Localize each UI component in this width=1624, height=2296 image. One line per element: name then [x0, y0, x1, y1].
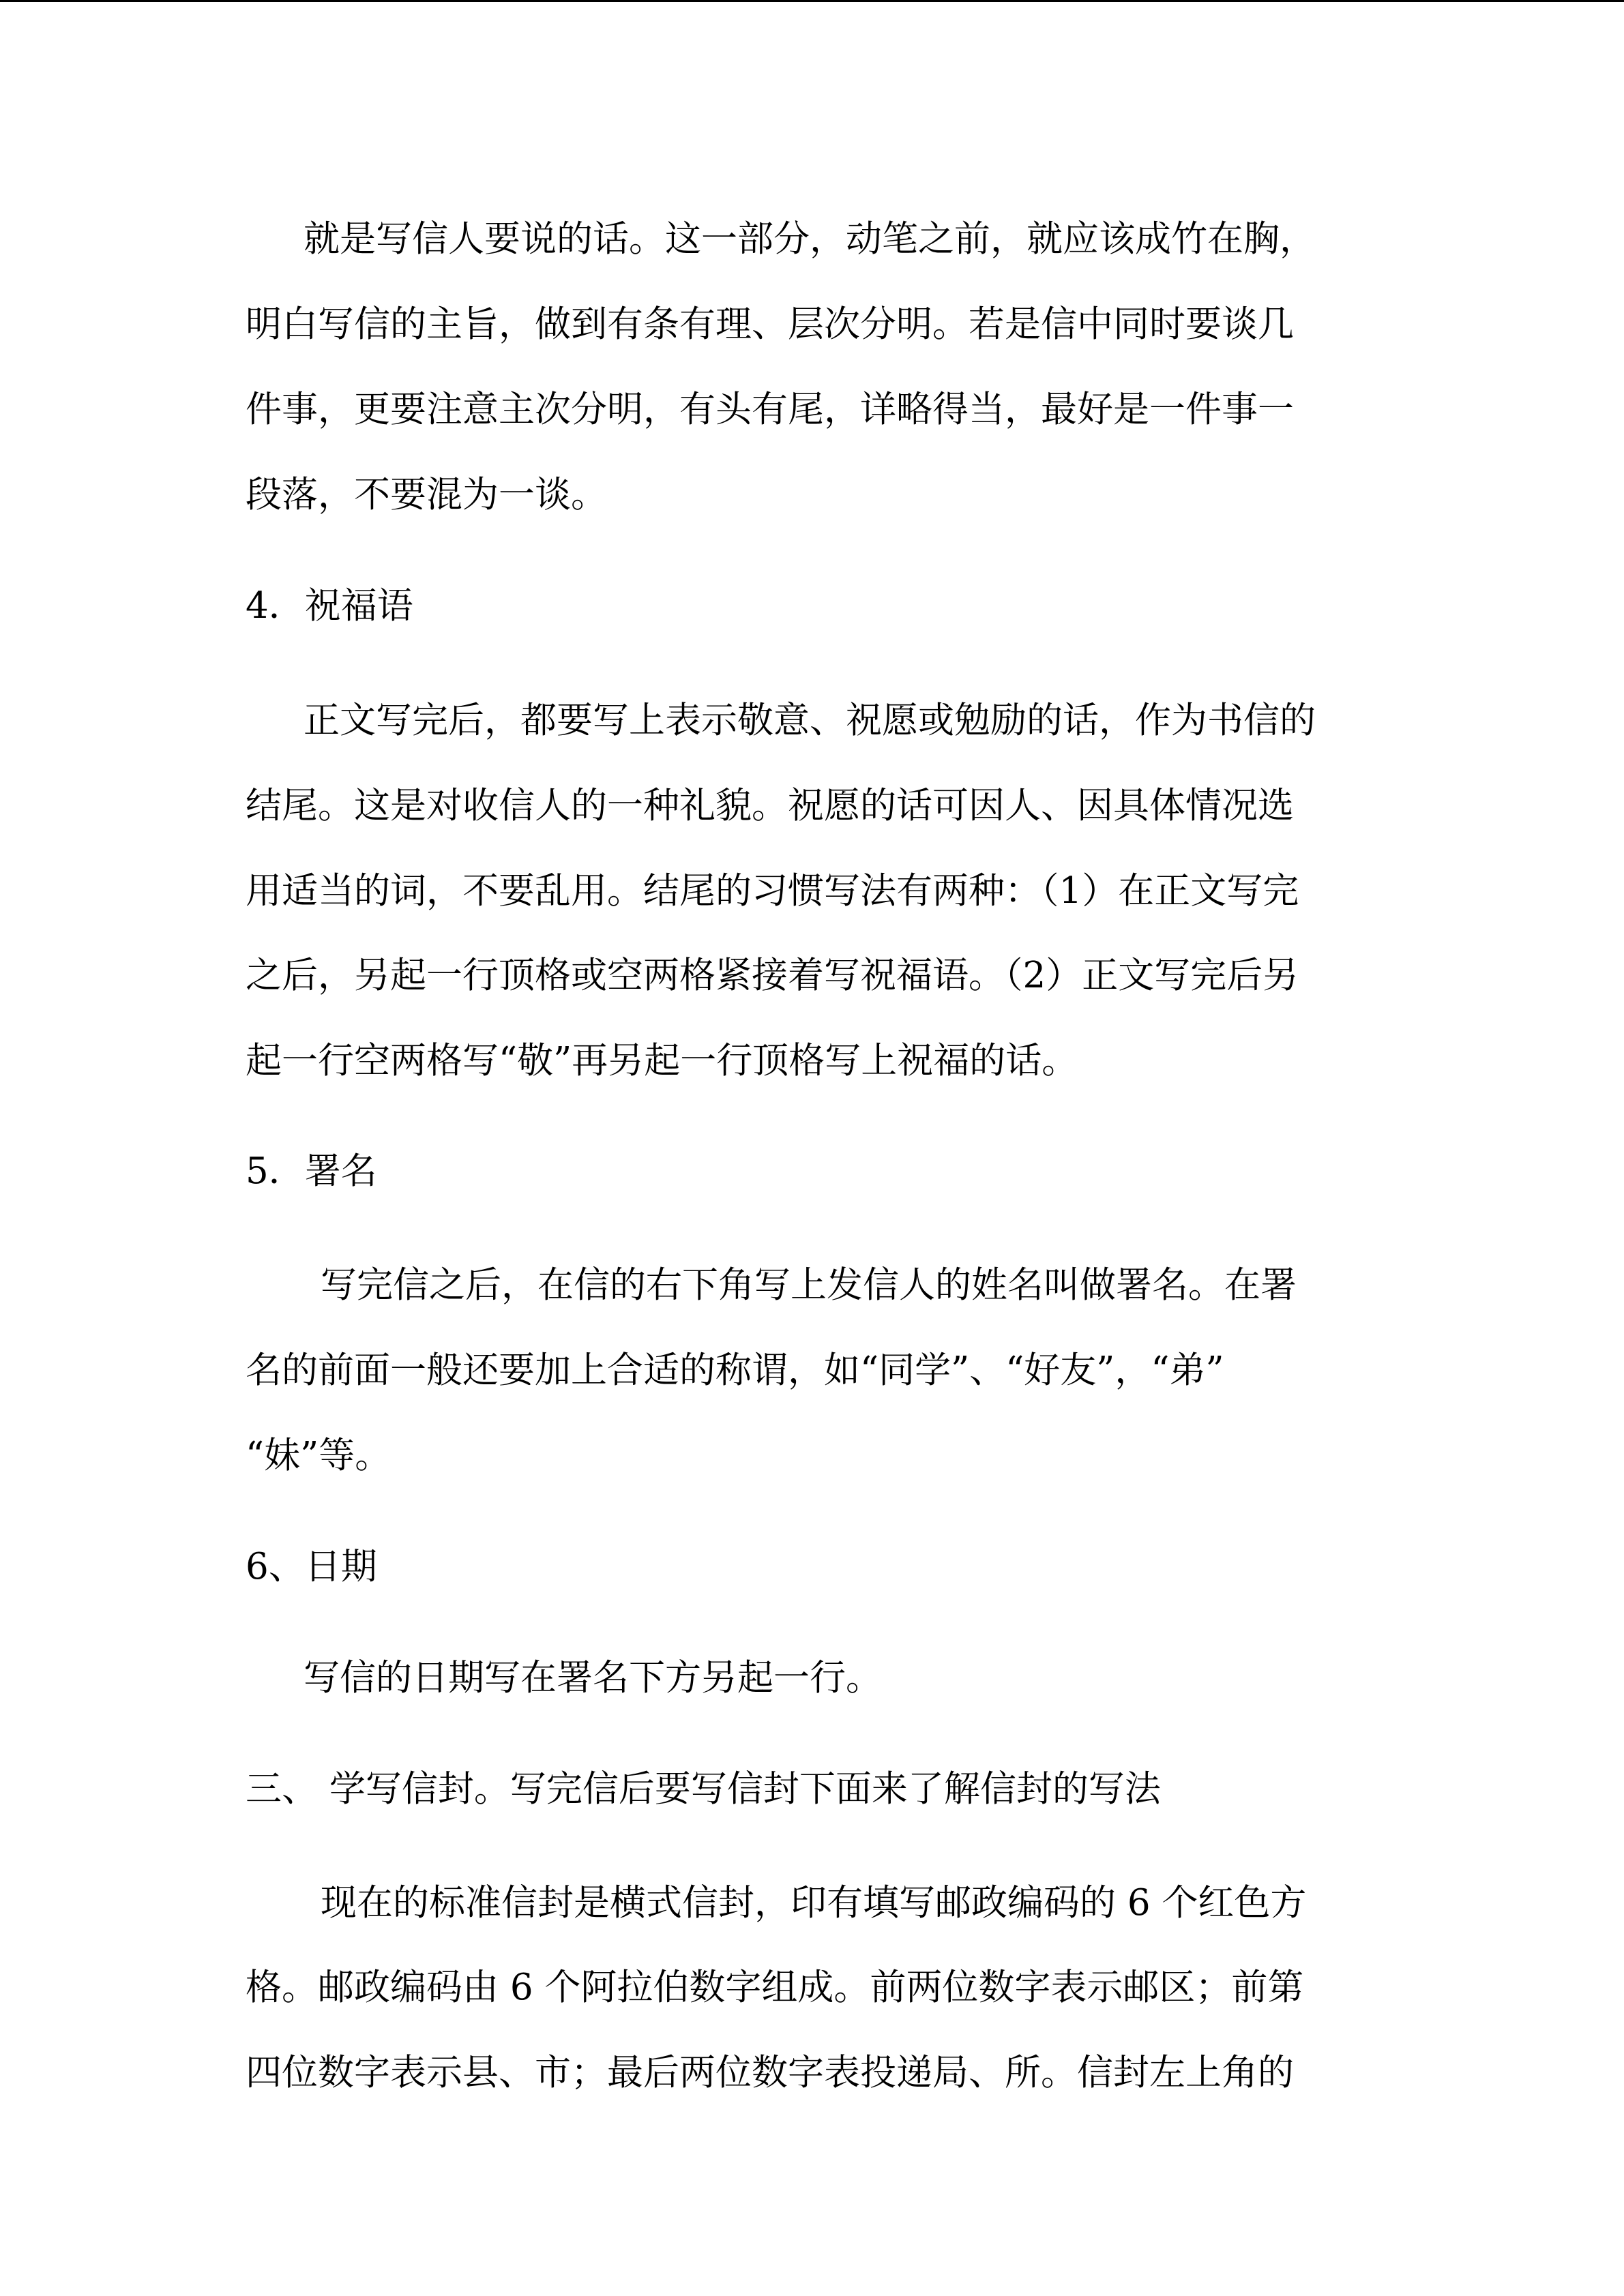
- section-heading: 三、 学写信封。写完信后要写信封下面来了解信封的写法: [246, 1768, 1161, 1810]
- section-heading: 4．祝福语: [246, 585, 413, 627]
- page-top-border: [0, 0, 1624, 2]
- paragraph-line: 之后，另起一行顶格或空两格紧接着写祝福语。（2）正文写完后另: [246, 955, 1299, 996]
- paragraph-line: 明白写信的主旨，做到有条有理、层次分明。若是信中同时要谈几: [246, 303, 1294, 345]
- paragraph-line: 正文写完后，都要写上表示敬意、祝愿或勉励的话，作为书信的: [304, 700, 1316, 741]
- paragraph-line: 名的前面一般还要加上合适的称谓，如“同学”、“好友”，“弟”: [246, 1350, 1224, 1391]
- paragraph-line: 用适当的词，不要乱用。结尾的习惯写法有两种：（1）在正文写完: [246, 870, 1299, 912]
- paragraph-line: 结尾。这是对收信人的一种礼貌。祝愿的话可因人、因具体情况选: [246, 785, 1294, 826]
- paragraph-line: 起一行空两格写“敬”再另起一行顶格写上祝福的话。: [246, 1040, 1078, 1082]
- paragraph-line: 写信的日期写在署名下方另起一行。: [304, 1657, 882, 1699]
- paragraph-line: 件事，更要注意主次分明，有头有尾，详略得当，最好是一件事一: [246, 389, 1294, 430]
- paragraph-line: 写完信之后，在信的右下角写上发信人的姓名叫做署名。在署: [321, 1264, 1297, 1306]
- section-heading: 6、日期: [246, 1546, 377, 1587]
- paragraph-line: 就是写信人要说的话。这一部分，动笔之前，就应该成竹在胸，: [304, 218, 1316, 260]
- section-heading: 5．署名: [246, 1150, 377, 1192]
- paragraph-line: 四位数字表示县、市；最后两位数字表投递局、所。信封左上角的: [246, 2052, 1294, 2093]
- paragraph-line: 现在的标准信封是横式信封，印有填写邮政编码的 6 个红色方: [321, 1882, 1307, 1924]
- paragraph-line: “妹”等。: [246, 1435, 392, 1476]
- paragraph-line: 段落，不要混为一谈。: [246, 474, 607, 516]
- paragraph-line: 格。邮政编码由 6 个阿拉伯数字组成。前两位数字表示邮区；前第: [246, 1967, 1304, 2008]
